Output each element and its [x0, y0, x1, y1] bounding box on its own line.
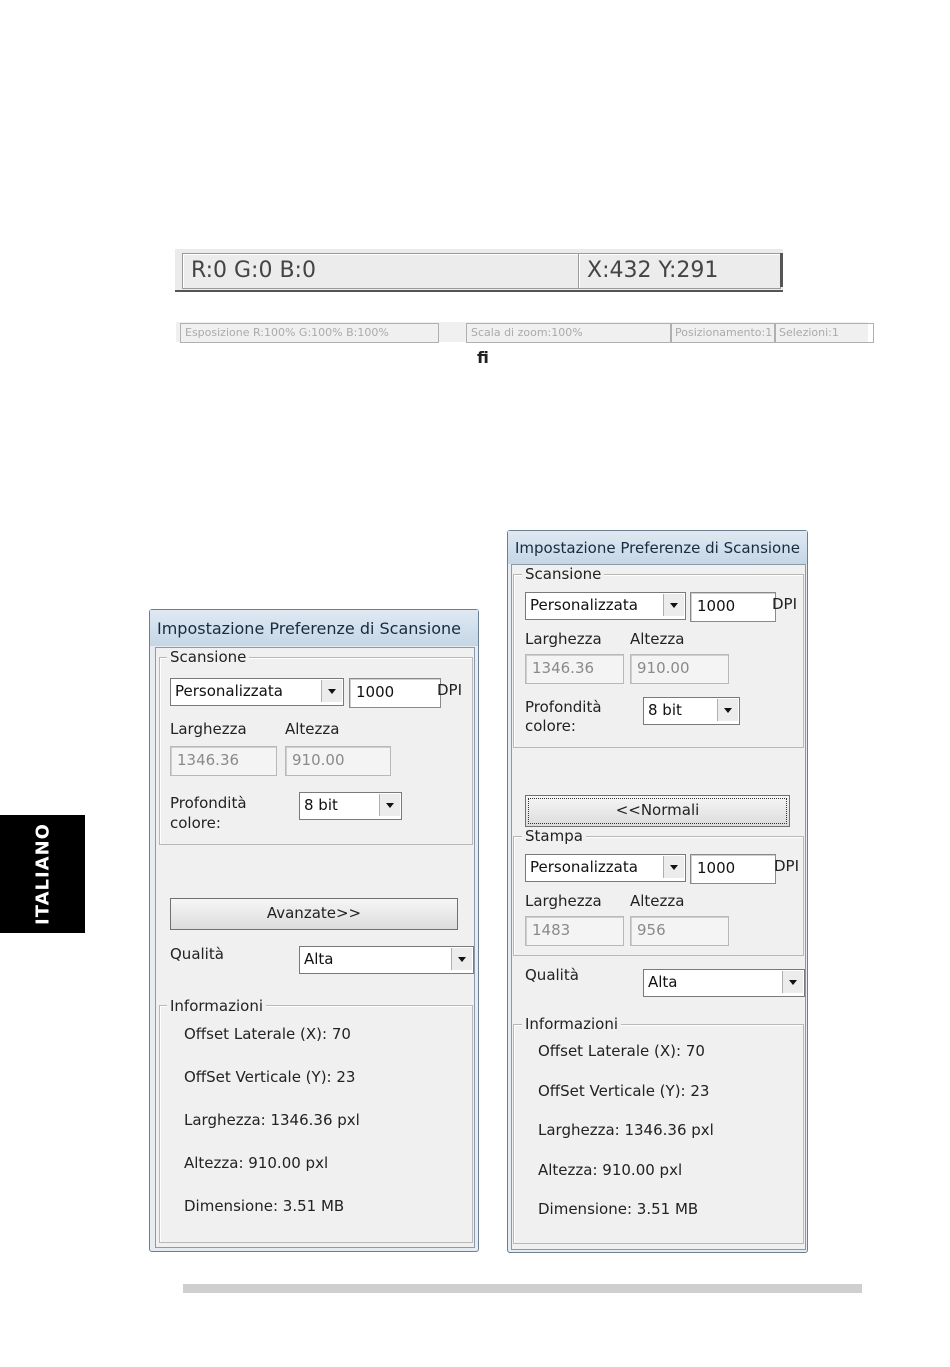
- quality-value: Alta: [304, 950, 334, 968]
- print-dpi-input[interactable]: 1000: [690, 854, 776, 884]
- status-divider: [780, 253, 783, 287]
- scan-group-label: Scansione: [167, 648, 249, 666]
- footer-rule: [183, 1284, 862, 1293]
- color-depth-select[interactable]: [643, 697, 740, 725]
- scan-size-value: Personalizzata: [175, 682, 283, 700]
- language-tab-label: ITALIANO: [32, 823, 53, 925]
- info-offset-y: OffSet Verticale (Y): 23: [538, 1082, 710, 1100]
- print-group-label: Stampa: [522, 827, 586, 845]
- width-label: Larghezza: [170, 720, 247, 738]
- info-group-label: Informazioni: [167, 997, 266, 1015]
- info-height: Altezza: 910.00 pxl: [538, 1161, 683, 1179]
- info-size: Dimensione: 3.51 MB: [184, 1197, 345, 1215]
- chevron-down-icon[interactable]: [782, 971, 803, 993]
- rgb-readout: R:0 G:0 B:0: [182, 253, 582, 289]
- info-width: Larghezza: 1346.36 pxl: [538, 1121, 714, 1139]
- width-field: 1346.36: [170, 746, 277, 776]
- color-depth-label-line1: Profondità: [525, 698, 602, 716]
- chevron-down-icon[interactable]: [663, 594, 684, 616]
- scan-size-select[interactable]: [525, 592, 686, 620]
- height-label: Altezza: [630, 630, 685, 648]
- dpi-input[interactable]: 1000: [349, 678, 441, 708]
- info-width: Larghezza: 1346.36 pxl: [184, 1111, 360, 1129]
- info-offset-x: Offset Laterale (X): 70: [184, 1025, 351, 1043]
- height-field: 910.00: [630, 654, 729, 684]
- zoom-readout: Scala di zoom:100%: [466, 323, 672, 343]
- dialog-body: [155, 647, 475, 1248]
- caption-glyph: fi: [477, 348, 489, 367]
- quality-select[interactable]: [643, 969, 805, 997]
- chevron-down-icon[interactable]: [379, 794, 400, 816]
- print-height-label: Altezza: [630, 892, 685, 910]
- quality-select[interactable]: [299, 946, 474, 974]
- chevron-down-icon[interactable]: [663, 856, 684, 878]
- color-depth-label-line1: Profondità: [170, 794, 247, 812]
- info-status-bar: [176, 322, 868, 342]
- dialog-title: Impostazione Preferenze di Scansione: [508, 531, 807, 564]
- advanced-button[interactable]: Avanzate>>: [170, 898, 458, 930]
- info-size: Dimensione: 3.51 MB: [538, 1200, 699, 1218]
- dialog-title: Impostazione Preferenze di Scansione: [150, 610, 478, 646]
- print-dpi-label: DPI: [774, 857, 800, 875]
- print-width-label: Larghezza: [525, 892, 602, 910]
- chevron-down-icon[interactable]: [717, 699, 738, 721]
- quality-value: Alta: [648, 973, 678, 991]
- language-tab: [0, 815, 85, 933]
- info-offset-y: OffSet Verticale (Y): 23: [184, 1068, 356, 1086]
- color-depth-label-line2: colore:: [170, 814, 221, 832]
- height-label: Altezza: [285, 720, 340, 738]
- color-depth-value: 8 bit: [304, 796, 338, 814]
- color-depth-value: 8 bit: [648, 701, 682, 719]
- chevron-down-icon[interactable]: [451, 948, 472, 970]
- color-status-bar: [175, 249, 783, 292]
- selection-readout: Selezioni:1: [774, 323, 874, 343]
- scan-preferences-dialog-advanced: [507, 530, 808, 1253]
- info-group-label: Informazioni: [522, 1015, 621, 1033]
- print-size-value: Personalizzata: [530, 858, 638, 876]
- print-size-select[interactable]: [525, 854, 686, 882]
- chevron-down-icon[interactable]: [321, 680, 342, 702]
- print-height-field: 956: [630, 916, 729, 946]
- position-readout: Posizionamento:1: [670, 323, 776, 343]
- xy-readout: X:432 Y:291: [578, 253, 781, 289]
- quality-label: Qualità: [170, 945, 224, 963]
- width-field: 1346.36: [525, 654, 624, 684]
- info-offset-x: Offset Laterale (X): 70: [538, 1042, 705, 1060]
- color-depth-label-line2: colore:: [525, 717, 576, 735]
- scan-size-select[interactable]: [170, 678, 344, 706]
- scan-group-label: Scansione: [522, 565, 604, 583]
- height-field: 910.00: [285, 746, 391, 776]
- info-height: Altezza: 910.00 pxl: [184, 1154, 329, 1172]
- dialog-body: [511, 564, 806, 1250]
- normal-button[interactable]: <<Normali: [525, 795, 790, 827]
- quality-label: Qualità: [525, 966, 579, 984]
- dpi-label: DPI: [772, 595, 798, 613]
- dpi-input[interactable]: 1000: [690, 592, 776, 622]
- dpi-label: DPI: [437, 681, 463, 699]
- print-width-field: 1483: [525, 916, 624, 946]
- width-label: Larghezza: [525, 630, 602, 648]
- scan-preferences-dialog-normal: [149, 609, 479, 1252]
- scan-size-value: Personalizzata: [530, 596, 638, 614]
- exposure-readout: Esposizione R:100% G:100% B:100%: [180, 323, 439, 343]
- color-depth-select[interactable]: [299, 792, 402, 820]
